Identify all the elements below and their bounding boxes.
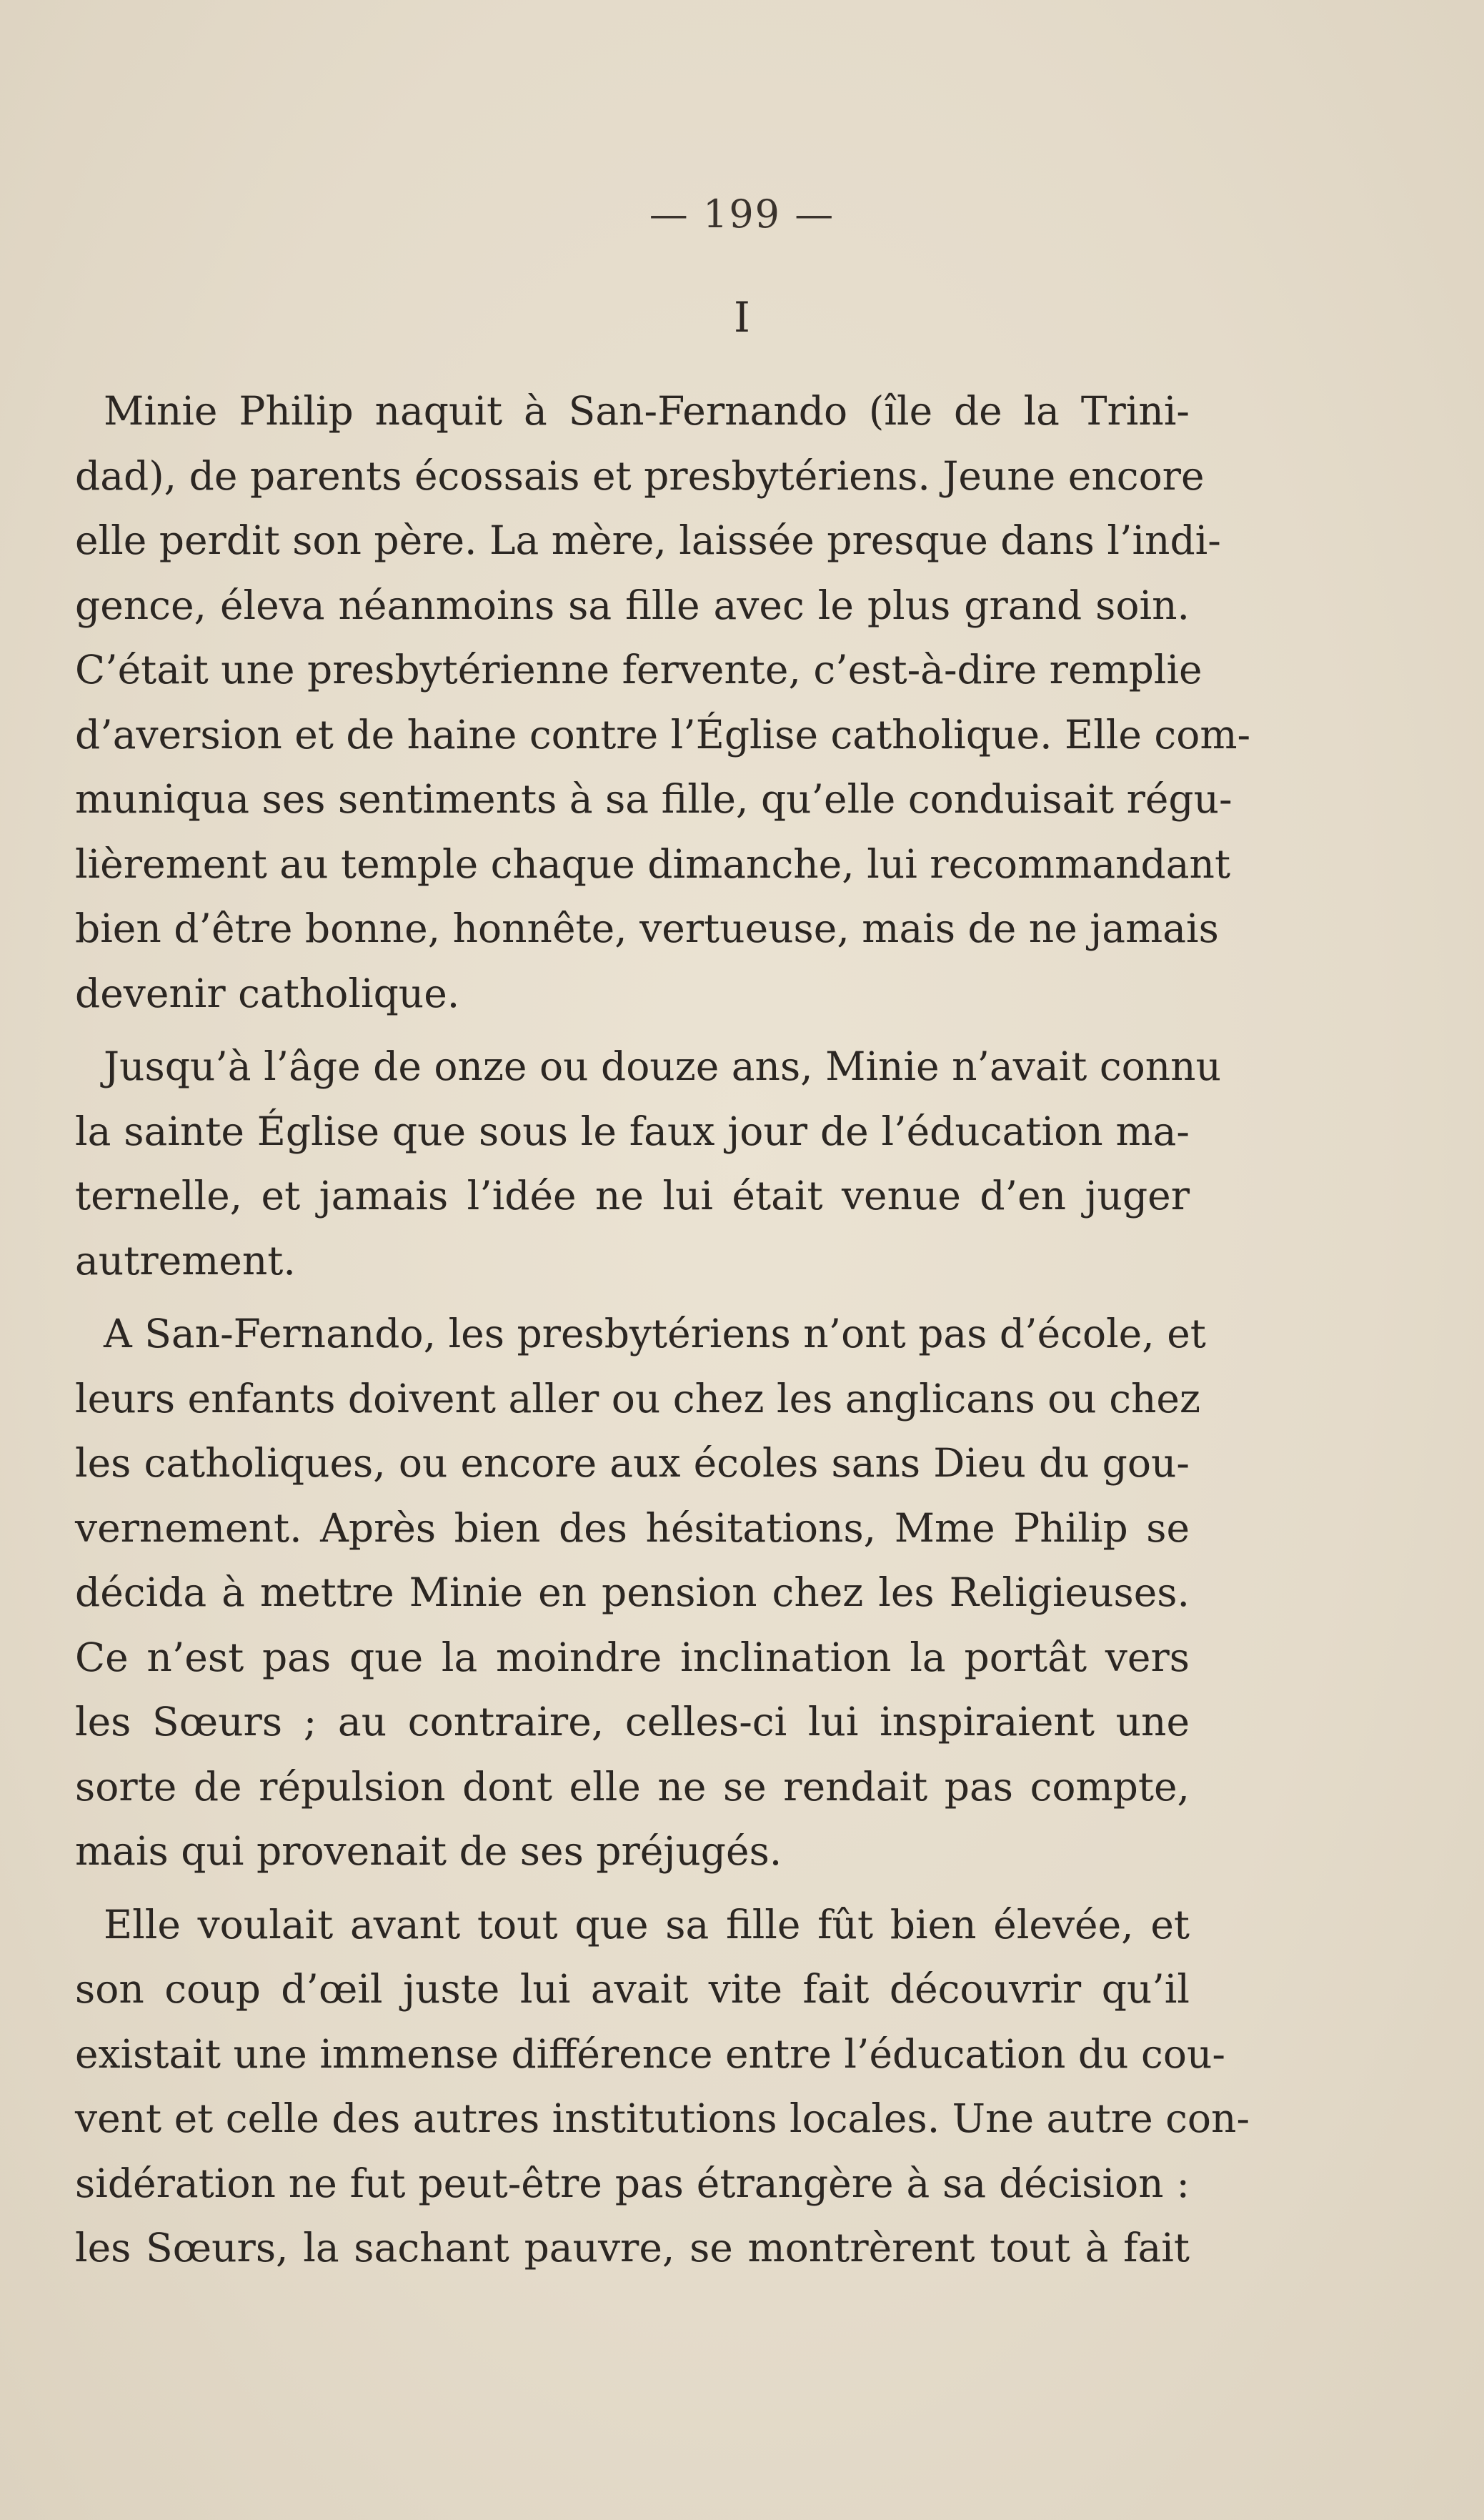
- text-line: Jusqu’à l’âge de onze ou douze ans, Minie n’avait connu: [104, 1043, 1222, 1089]
- text-line: les catholiques, ou encore aux écoles sans Dieu du gou-: [75, 1440, 1190, 1486]
- text-line: sidération ne fut peut-être pas étrangère à sa décision :: [75, 2160, 1190, 2206]
- text-line: sorte de répulsion dont elle ne se rendait pas compte,: [75, 1763, 1190, 1810]
- text-line: la sainte Église que sous le faux jour de l’éducation ma-: [75, 1108, 1190, 1154]
- text-line: leurs enfants doivent aller ou chez les anglicans ou chez: [75, 1375, 1200, 1422]
- text-line: lièrement au temple chaque dimanche, lui recommandant: [75, 840, 1231, 887]
- text-line: gence, éleva néanmoins sa fille avec le plus grand soin.: [75, 582, 1190, 628]
- paragraph-2: [75, 1034, 1222, 1293]
- text-line: les Sœurs ; au contraire, celles-ci lui inspiraient une: [75, 1699, 1190, 1745]
- page-number-header: — 199 —: [649, 192, 835, 237]
- section-number: I: [734, 293, 750, 342]
- text-line: dad), de parents écossais et presbytériens. Jeune encore: [75, 452, 1205, 499]
- text-line: autrement.: [75, 1237, 296, 1284]
- text-line: son coup d’œil juste lui avait vite fait découvrir qu’il: [75, 1966, 1190, 2012]
- text-line: décida à mettre Minie en pension chez les Religieuses.: [75, 1569, 1190, 1615]
- text-line: elle perdit son père. La mère, laissée presque dans l’indi-: [75, 517, 1221, 563]
- text-line: existait une immense différence entre l’éducation du cou-: [75, 2030, 1225, 2077]
- text-line: bien d’être bonne, honnête, vertueuse, mais de ne jamais: [75, 906, 1219, 951]
- body-text: [75, 379, 1251, 2281]
- text-line: muniqua ses sentiments à sa fille, qu’elle conduisait régu-: [75, 776, 1232, 822]
- text-line: vernement. Après bien des hésitations, Mme Philip se: [75, 1504, 1190, 1551]
- text-line: A San-Fernando, les presbytériens n’ont pas d’école, et: [104, 1311, 1206, 1356]
- text-line: vent et celle des autres institutions locales. Une autre con-: [75, 2095, 1250, 2141]
- text-line: devenir catholique.: [75, 970, 460, 1016]
- paragraph-3: [75, 1301, 1206, 1884]
- text-line: Minie Philip naquit à San-Fernando (île de la Trini-: [104, 388, 1190, 434]
- text-line: mais qui provenait de ses préjugés.: [75, 1828, 782, 1874]
- text-line: C’était une presbytérienne fervente, c’est-à-dire remplie: [75, 647, 1202, 693]
- paragraph-1: [75, 379, 1251, 1026]
- text-line: ternelle, et jamais l’idée ne lui était venue d’en juger: [75, 1173, 1190, 1219]
- text-line: les Sœurs, la sachant pauvre, se montrèrent tout à fait: [75, 2225, 1190, 2271]
- text-line: Ce n’est pas que la moindre inclination la portât vers: [75, 1634, 1190, 1680]
- text-line: d’aversion et de haine contre l’Église catholique. Elle com-: [75, 711, 1251, 758]
- text-line: Elle voulait avant tout que sa fille fût bien élevée, et: [104, 1901, 1190, 1948]
- paragraph-4: [75, 1893, 1250, 2281]
